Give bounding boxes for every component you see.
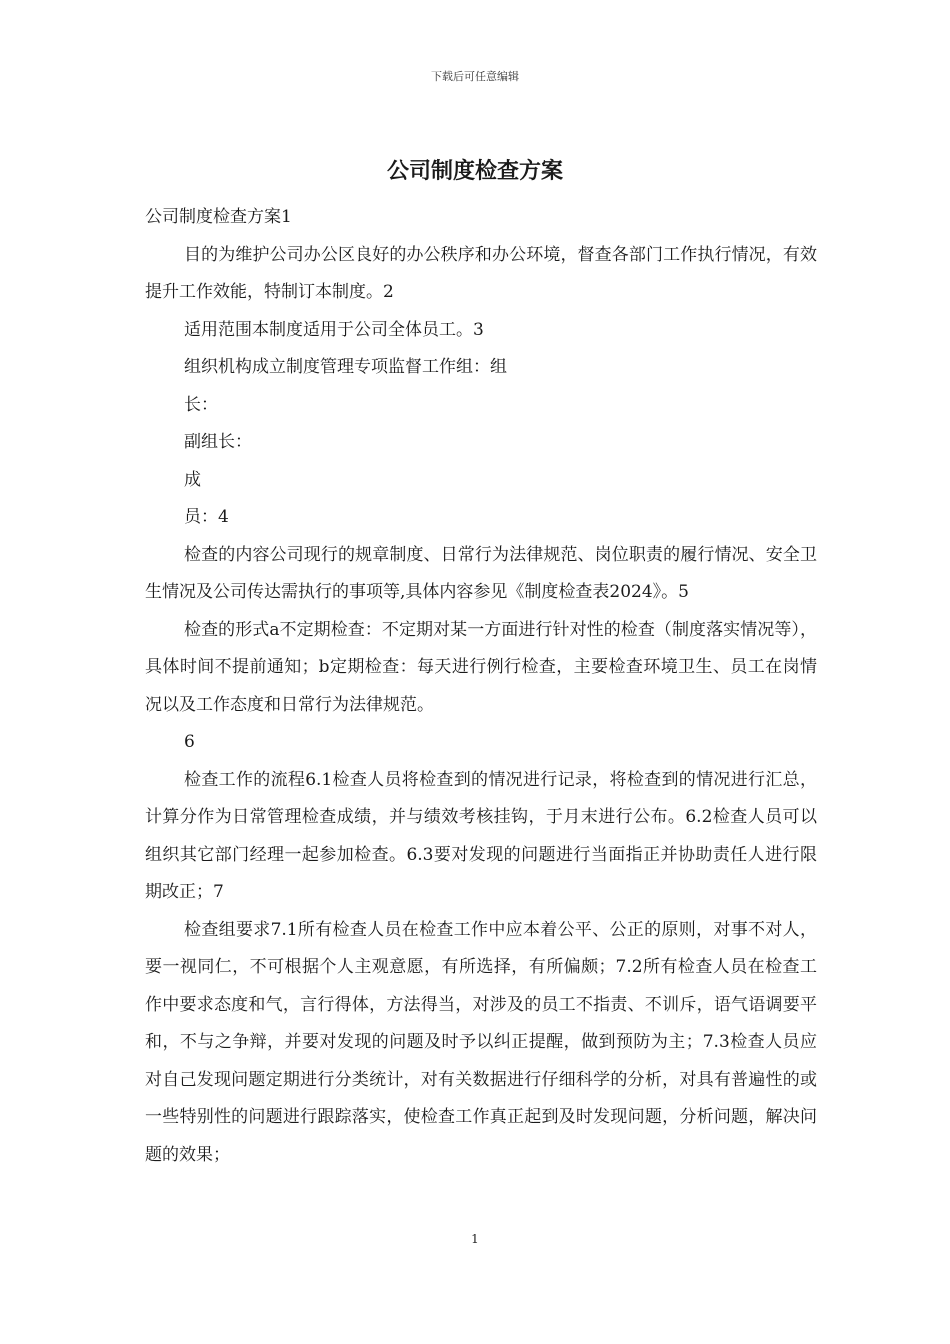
paragraph-process: 检查工作的流程6.1检查人员将检查到的情况进行记录，将检查到的情况进行汇总，计算分作为日常管理检查成绩，并与绩效考核挂钩，于月末进行公布。6.2检查人员可以组织其它部门经理一起参加检查。6.3要对发现的问题进行当面指正并协助责任人进行限期改正；7 xyxy=(145,769,817,902)
paragraph-member: 员：4 xyxy=(184,507,229,527)
paragraph-scope: 适用范围本制度适用于公司全体员工。3 xyxy=(184,319,484,340)
header-note: 下载后可任意编辑 xyxy=(431,70,519,83)
paragraph-requirements: 检查组要求7.1所有检查人员在检查工作中应本着公平、公正的原则，对事不对人，要一视同仁，不可根据个人主观意愿，有所选择，有所偏颇；7.2所有检查人员在检查工作中要求态度和气，言行得体，方法得当，对涉及的员工不指责、不训斥，语气语调要平和，不与之争辩，并要对发现的问题及时予以纠正提醒，做到预防为主；7.3检查人员应对自己发现问题定期进行分类统计，对有关数据进行仔细科学的分析，对具有普遍性的或一些特别性的问题进行跟踪落实，使检查工作真正起到及时发现问题，分析问题，解决问题的效果； xyxy=(145,919,817,1165)
paragraph-leader: 长： xyxy=(184,394,218,415)
paragraph-member-label: 成 xyxy=(184,469,201,490)
paragraph-organization: 组织机构成立制度管理专项监督工作组：组 xyxy=(184,357,507,377)
page-number: 1 xyxy=(471,1232,479,1246)
paragraph-deputy-leader: 副组长： xyxy=(184,432,252,452)
paragraph-form: 检查的形式a不定期检查：不定期对某一方面进行针对性的检查（制度落实情况等），具体时间不提前通知；b定期检查：每天进行例行检查，主要检查环境卫生、员工在岗情况以及工作态度和日常行为法律规范。 xyxy=(145,619,817,715)
document-title: 公司制度检查方案 xyxy=(386,159,563,184)
paragraph-purpose: 目的为维护公司办公区良好的办公秩序和办公环境，督查各部门工作执行情况，有效提升工作效能，特制订本制度。2 xyxy=(145,244,817,302)
paragraph-section-number: 6 xyxy=(184,732,195,752)
document-body xyxy=(145,199,817,1174)
paragraph-doc-name: 公司制度检查方案1 xyxy=(145,207,292,227)
paragraph-content: 检查的内容公司现行的规章制度、日常行为法律规范、岗位职责的履行情况、安全卫生情况及公司传达需执行的事项等,具体内容参见《制度检查表2024》。5 xyxy=(145,544,817,602)
